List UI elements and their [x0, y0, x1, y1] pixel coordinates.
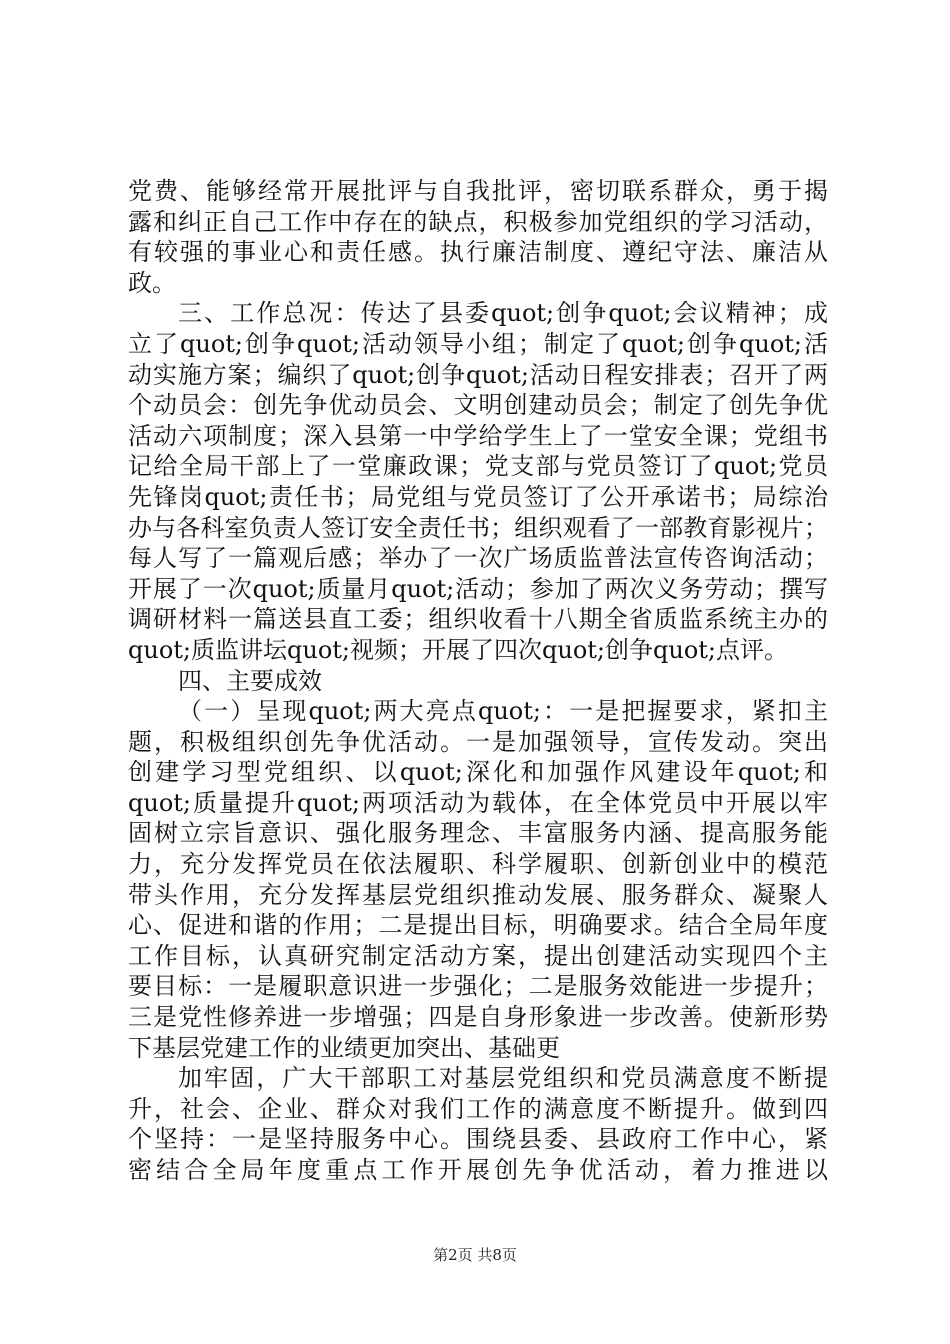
text-line: 立了quot;创争quot;活动领导小组；制定了quot;创争quot;活 [128, 329, 828, 358]
text-line: 政。 [128, 268, 176, 297]
text-line: 每人写了一篇观后感；举办了一次广场质监普法宣传咨询活动； [128, 544, 828, 573]
text-line: 固树立宗旨意识、强化服务理念、丰富服务内涵、提高服务能 [128, 819, 828, 848]
text-line: （一）呈现quot;两大亮点quot;：一是把握要求，紧扣主 [178, 697, 828, 726]
text-line: 要目标：一是履职意识进一步强化；二是服务效能进一步提升； [128, 972, 828, 1001]
text-line: 力，充分发挥党员在依法履职、科学履职、创新创业中的模范 [128, 850, 828, 879]
text-line: 四、主要成效 [178, 666, 322, 695]
text-line: 党费、能够经常开展批评与自我批评，密切联系群众，勇于揭 [128, 177, 828, 205]
text-line: 开展了一次quot;质量月quot;活动；参加了两次义务劳动；撰写 [128, 574, 828, 603]
text-line: 个动员会：创先争优动员会、文明创建动员会；制定了创先争优 [128, 391, 828, 420]
text-line: 题，积极组织创先争优活动。一是加强领导，宣传发动。突出 [128, 727, 828, 756]
text-line: 记给全局干部上了一堂廉政课；党支部与党员签订了quot;党员 [128, 452, 828, 481]
text-line: 有较强的事业心和责任感。执行廉洁制度、遵纪守法、廉洁从 [128, 238, 828, 267]
text-line: 调研材料一篇送县直工委；组织收看十八期全省质监系统主办的 [128, 605, 828, 634]
text-line: 密结合全局年度重点工作开展创先争优活动，着力推进以 [128, 1156, 828, 1184]
text-line: 三是党性修养进一步增强；四是自身形象进一步改善。使新形势 [128, 1003, 828, 1032]
text-line: 心、促进和谐的作用；二是提出目标，明确要求。结合全局年度 [128, 911, 828, 940]
text-line: 加牢固，广大干部职工对基层党组织和党员满意度不断提 [178, 1064, 828, 1093]
text-line: 办与各科室负责人签订安全责任书；组织观看了一部教育影视片； [128, 513, 828, 542]
text-line: 三、工作总况：传达了县委quot;创争quot;会议精神；成 [178, 299, 828, 328]
text-line: 工作目标，认真研究制定活动方案，提出创建活动实现四个主 [128, 941, 828, 970]
text-line: 带头作用，充分发挥基层党组织推动发展、服务群众、凝聚人 [128, 880, 828, 909]
page-number-footer: 第2页 共8页 [433, 1246, 517, 1264]
document-body [128, 176, 828, 1186]
text-line: 创建学习型党组织、以quot;深化和加强作风建设年quot;和 [128, 758, 828, 787]
text-line: 先锋岗quot;责任书；局党组与党员签订了公开承诺书；局综治 [128, 482, 828, 511]
text-line: 个坚持：一是坚持服务中心。围绕县委、县政府工作中心，紧 [128, 1125, 828, 1154]
text-line: 升，社会、企业、群众对我们工作的满意度不断提升。做到四 [128, 1094, 828, 1123]
text-line: 活动六项制度；深入县第一中学给学生上了一堂安全课；党组书 [128, 421, 828, 450]
text-line: quot;质监讲坛quot;视频；开展了四次quot;创争quot;点评。 [128, 635, 788, 664]
text-line: 下基层党建工作的业绩更加突出、基础更 [128, 1033, 560, 1062]
text-line: 露和纠正自己工作中存在的缺点，积极参加党组织的学习活动， [128, 207, 828, 236]
text-line: quot;质量提升quot;两项活动为载体，在全体党员中开展以牢 [128, 788, 828, 817]
text-line: 动实施方案；编织了quot;创争quot;活动日程安排表；召开了两 [128, 360, 828, 389]
